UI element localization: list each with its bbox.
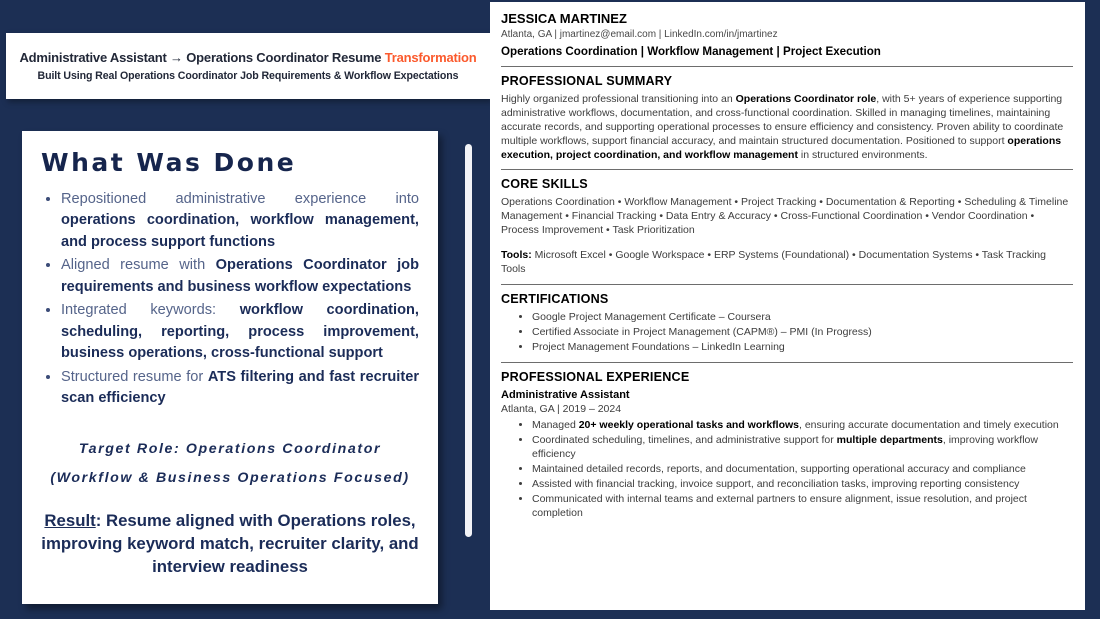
resume-name: JESSICA MARTINEZ <box>501 11 627 26</box>
section-divider <box>501 362 1073 363</box>
certification-item: • Certified Associate in Project Management (CAPM®) – PMI (In Progress) <box>532 326 1073 340</box>
section-core-skills <box>501 176 1073 277</box>
experience-bullet-item: • Managed 20+ weekly operational tasks and workflows, ensuring accurate documentation and timely execution <box>532 419 1073 433</box>
section-divider <box>501 284 1073 285</box>
section-certifications <box>501 291 1073 355</box>
section-heading: CORE SKILLS <box>501 177 588 192</box>
resume-headline: Operations Coordination | Workflow Management | Project Execution <box>501 44 881 58</box>
experience-bullet-list <box>501 419 1073 521</box>
experience-bullet-item: • Assisted with financial tracking, invoice support, and reconciliation tasks, improving reporting consistency <box>532 478 1073 492</box>
section-divider <box>501 66 1073 67</box>
summary-body: Highly organized professional transitioning into an Operations Coordinator role, with 5+ years of experience supporting administrative workflows, documentation, and cross-functional coordination. Skilled in managing timelines, maintaining accurate records, and supporting operational processes to ensure efficiency and consistency. Proven ability to coordinate multiple workflows, support financial accuracy, and maintain structured documentation. Positioned to support operations execution, project coordination, and workflow management in structured environments. <box>501 92 1064 161</box>
card-bullet-item: • Aligned resume with Operations Coordinator job requirements and business workflow expectations <box>61 255 419 298</box>
target-role-note: Target Role: Operations Coordinator (Workflow & Business Operations Focused) <box>50 441 410 486</box>
certification-item: • Google Project Management Certificate – Coursera <box>532 311 1073 325</box>
card-bullet-list <box>41 189 419 409</box>
divider-bar <box>465 144 472 537</box>
tools-line: Tools: Microsoft Excel • Google Workspace • ERP Systems (Foundational) • Documentation Systems • Task Tracking Tools <box>501 249 1046 276</box>
result-note: Result: Resume aligned with Operations roles, improving keyword match, recruiter clarity, and interview readiness <box>41 511 419 576</box>
certification-list <box>501 311 1073 355</box>
experience-bullet-item: • Coordinated scheduling, timelines, and administrative support for multiple departments, improving workflow efficiency <box>532 434 1073 462</box>
certification-item: • Project Management Foundations – LinkedIn Learning <box>532 341 1073 355</box>
job-title: Administrative Assistant <box>501 389 630 402</box>
section-heading: CERTIFICATIONS <box>501 291 609 306</box>
banner-title: Administrative Assistant → Operations Coordinator Resume Transformation <box>19 50 477 65</box>
experience-bullet-item: • Maintained detailed records, reports, and documentation, supporting operational accuracy and compliance <box>532 463 1073 477</box>
what-was-done-card <box>22 131 438 604</box>
experience-bullet-item: • Communicated with internal teams and external partners to ensure alignment, issue resolution, and project completion <box>532 493 1073 521</box>
section-professional-experience <box>501 369 1073 521</box>
card-bullet-item: • Repositioned administrative experience into operations coordination, workflow management, and process support functions <box>61 189 419 253</box>
banner-subtitle: Built Using Real Operations Coordinator Job Requirements & Workflow Expectations <box>37 70 459 82</box>
card-bullet-item: • Integrated keywords: workflow coordination, scheduling, reporting, process improvement, business operations, cross-functional support <box>61 300 419 364</box>
section-divider <box>501 169 1073 170</box>
card-bullet-item: • Structured resume for ATS filtering and fast recruiter scan efficiency <box>61 367 419 410</box>
resume-document <box>490 2 1085 610</box>
card-heading: What Was Done <box>41 148 297 177</box>
transformation-banner <box>6 33 490 99</box>
skills-list-text: Operations Coordination • Workflow Management • Project Tracking • Documentation & Reporting • Scheduling & Timeline Management • Financial Tracking • Data Entry & Accuracy • Cross-Functional Coordination • Vendor Coordination • Process Improvement • Task Prioritization <box>501 196 1069 237</box>
resume-contact-line: Atlanta, GA | jmartinez@email.com | LinkedIn.com/in/jmartinez <box>501 29 778 41</box>
section-heading: PROFESSIONAL EXPERIENCE <box>501 369 690 384</box>
job-location-dates: Atlanta, GA | 2019 – 2024 <box>501 402 622 415</box>
section-professional-summary <box>501 73 1073 163</box>
section-heading: PROFESSIONAL SUMMARY <box>501 73 673 88</box>
